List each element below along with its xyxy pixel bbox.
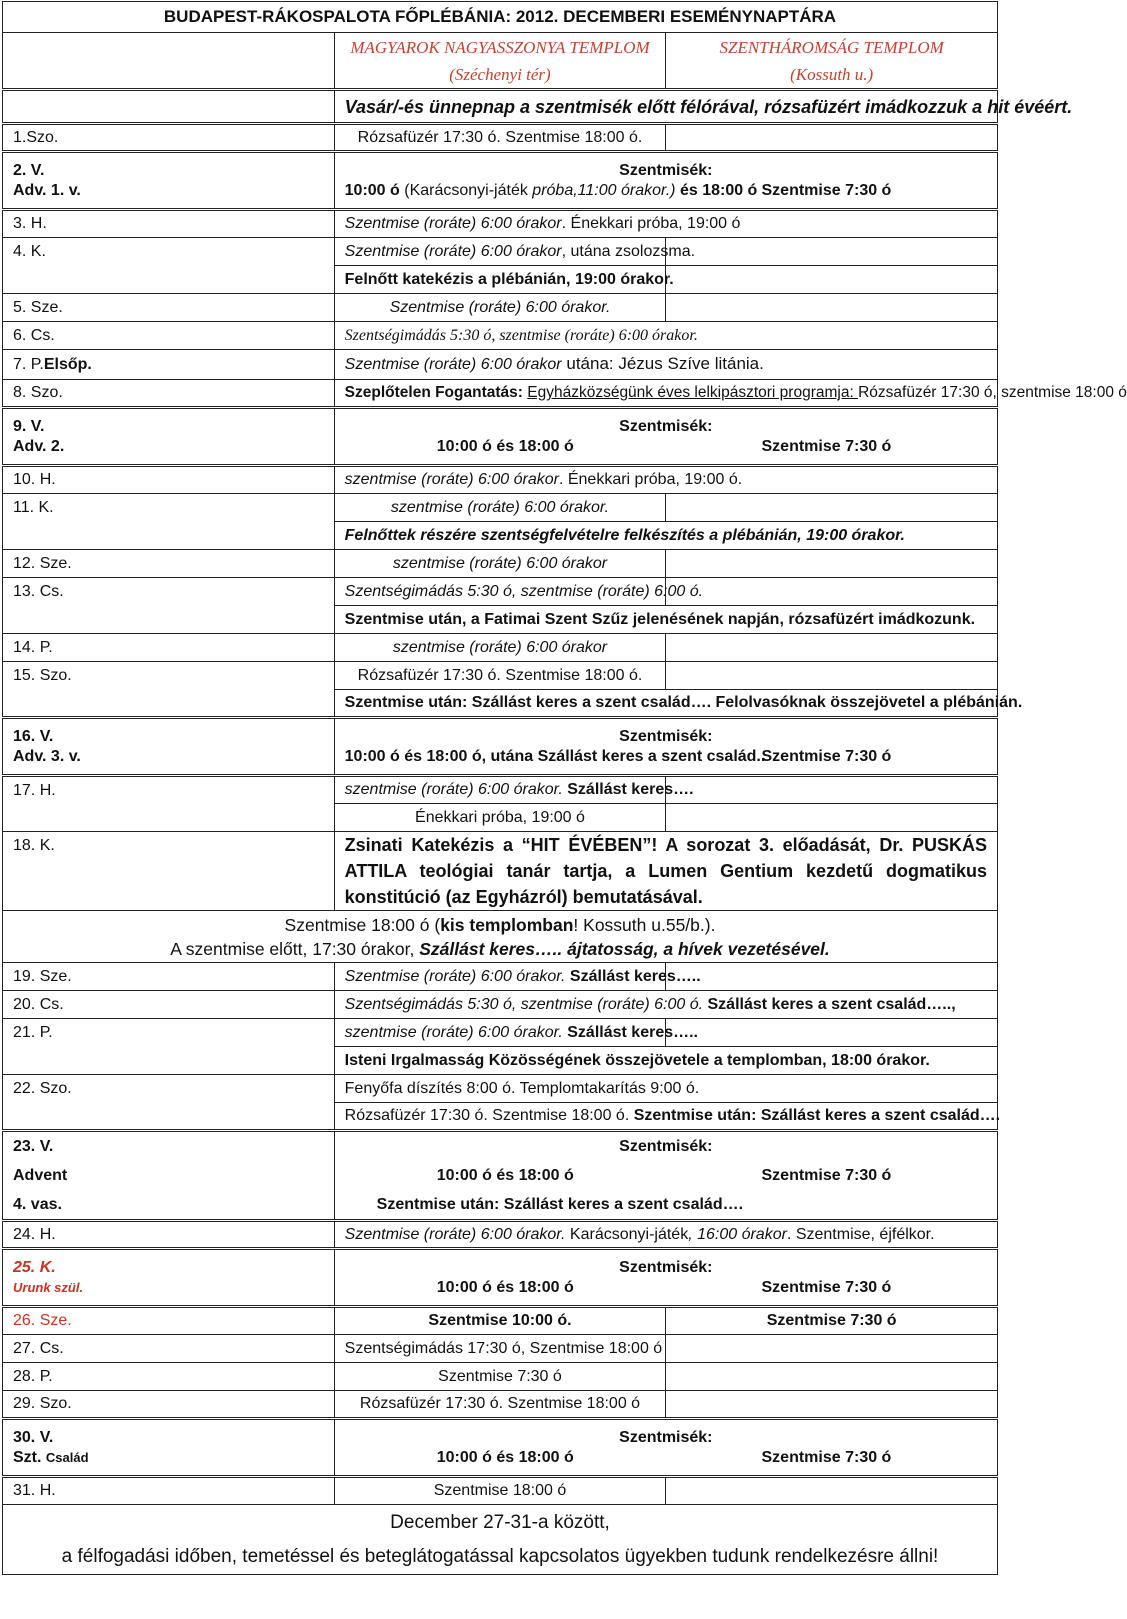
day-row-21: 21. P. szentmise (roráte) 6:00 órakor. Szállást keres…..	[3, 1019, 998, 1047]
day-row-30: 30. V. Szt. Család Szentmisék: 10:00 ó és 18:00 ó Szentmise 7:30 ó	[3, 1419, 998, 1477]
sunday-notice: Vasár/-és ünnepnap a szentmisék előtt félórával, rózsafüzért imádkozzuk a hit évéért.	[334, 90, 997, 124]
footer-note: December 27-31-a között, a félfogadási időben, temetéssel és beteglátogatással kapcsolatos ügyekben tudunk rendelkezésre állni!	[3, 1505, 998, 1575]
day-row-19: 19. Sze. Szentmise (roráte) 6:00 órakor. Szállást keres…..	[3, 963, 998, 991]
day-row-24: 24. H. Szentmise (roráte) 6:00 órakor. Karácsonyi-játék, 16:00 órakor. Szentmise, éjfélkor.	[3, 1221, 998, 1249]
day-row-18-extra: Szentmise 18:00 ó (kis templomban! Kossuth u.55/b.). A szentmise előtt, 17:30 órakor, Szállást keres….. ájtatosság, a hívek vezetésével.	[3, 911, 998, 963]
day-row-27: 27. Cs. Szentségimádás 17:30 ó, Szentmise 18:00 ó	[3, 1335, 998, 1363]
day-row-6: 6. Cs. Szentségimádás 5:30 ó, szentmise (roráte) 6:00 órakor.	[3, 322, 998, 350]
footer-row	[3, 1505, 998, 1575]
day-row-8: 8. Szo. Szeplőtelen Fogantatás: Egyházközségünk éves lelkipásztori programja: Rózsafüzér 17:30 ó, szentmise 18:00 ó	[3, 380, 998, 408]
church-header-left: MAGYAROK NAGYASSZONYA TEMPLOM (Széchenyi tér)	[334, 33, 666, 90]
day-row-11-extra: Felnőttek részére szentségfelvételre felkészítés a plébánián, 19:00 órakor.	[3, 522, 998, 550]
day-row-31: 31. H. Szentmise 18:00 ó	[3, 1477, 998, 1505]
day-row-26: 26. Sze. Szentmise 10:00 ó. Szentmise 7:30 ó	[3, 1307, 998, 1335]
day-row-4-extra: Felnőtt katekézis a plébánián, 19:00 órakor.	[3, 266, 998, 294]
day-row-22-extra: Rózsafüzér 17:30 ó. Szentmise 18:00 ó. Szentmise után: Szállást keres a szent család….	[3, 1103, 998, 1131]
day-row-15-extra: Szentmise után: Szállást keres a szent család…. Felolvasóknak összejövetel a plébánián.	[3, 690, 998, 718]
day-row-11: 11. K. szentmise (roráte) 6:00 órakor.	[3, 494, 998, 522]
day-row-16: 16. V. Adv. 3. v. Szentmisék: 10:00 ó és 18:00 ó, utána Szállást keres a szent család.. Szentmise 7:30 ó	[3, 718, 998, 776]
day-row-20: 20. Cs. Szentségimádás 5:30 ó, szentmise (roráte) 6:00 ó. Szállást keres a szent család…..,	[3, 991, 998, 1019]
event-left: Rózsafüzér 17:30 ó. Szentmise 18:00 ó.	[334, 124, 666, 152]
day-row-29: 29. Szo. Rózsafüzér 17:30 ó. Szentmise 18:00 ó	[3, 1391, 998, 1419]
day-label: 2. V. Adv. 1. v.	[3, 152, 335, 210]
day-row-23: 23. V. Advent 4. vas. Szentmisék: 10:00 ó és 18:00 ó Szentmise 7:30 ó Szentmise után: Szállást keres a szent család….	[3, 1131, 998, 1221]
day-row-17-extra: Énekkari próba, 19:00 ó	[3, 804, 998, 832]
day-row-13-extra: Szentmise után, a Fatimai Szent Szűz jelenésének napján, rózsafüzért imádkozunk.	[3, 606, 998, 634]
day-row-21-extra: Isteni Irgalmasság Közösségének összejövetele a templomban, 18:00 órakor.	[3, 1047, 998, 1075]
day-row-15: 15. Szo. Rózsafüzér 17:30 ó. Szentmise 18:00 ó.	[3, 662, 998, 690]
day-label: 1.Szo.	[3, 124, 335, 152]
page-title: BUDAPEST-RÁKOSPALOTA FŐPLÉBÁNIA: 2012. DECEMBERI ESEMÉNYNAPTÁRA	[3, 2, 998, 33]
event-calendar-table	[2, 1, 1127, 1575]
day-row-9: 9. V. Adv. 2. Szentmisék: 10:00 ó és 18:00 ó Szentmise 7:30 ó	[3, 408, 998, 466]
day-row-22: 22. Szo. Fenyőfa díszítés 8:00 ó. Templomtakarítás 9:00 ó.	[3, 1075, 998, 1103]
day-row-1	[3, 124, 998, 152]
day-row-17: 17. H. szentmise (roráte) 6:00 órakor. Szállást keres….	[3, 776, 998, 804]
day-row-5: 5. Sze. Szentmise (roráte) 6:00 órakor.	[3, 294, 998, 322]
church-header-right: SZENTHÁROMSÁG TEMPLOM (Kossuth u.)	[666, 33, 998, 90]
day-row-2	[3, 152, 998, 210]
day-row-7: 7. P.Elsőp. Szentmise (roráte) 6:00 órakor utána: Jézus Szíve litánia.	[3, 350, 998, 380]
calendar-sheet	[2, 1, 1127, 1575]
day-row-12: 12. Sze. szentmise (roráte) 6:00 órakor	[3, 550, 998, 578]
day-row-28: 28. P. Szentmise 7:30 ó	[3, 1363, 998, 1391]
day-row-25: 25. K. Urunk szül. Szentmisék: 10:00 ó és 18:00 ó Szentmise 7:30 ó	[3, 1249, 998, 1307]
day-row-4: 4. K. Szentmise (roráte) 6:00 órakor, utána zsolozsma.	[3, 238, 998, 266]
day-row-13: 13. Cs. Szentségimádás 5:30 ó, szentmise (roráte) 6:00 ó.	[3, 578, 998, 606]
day-row-18: 18. K. Zsinati Katekézis a “HIT ÉVÉBEN”! A sorozat 3. előadását, Dr. PUSKÁS ATTILA teológiai tanár tartja, a Lumen Gentium kezdetű dogmatikus konstitúció (az Egyházról) bemutatásával.	[3, 832, 998, 911]
day-row-14: 14. P. szentmise (roráte) 6:00 órakor	[3, 634, 998, 662]
day-row-10: 10. H. szentmise (roráte) 6:00 órakor. Énekkari próba, 19:00 ó.	[3, 466, 998, 494]
sunday-masses: Szentmisék: 10:00 ó (Karácsonyi-játék próba,11:00 órakor.) és 18:00 ó Szentmise 7:30 ó	[334, 152, 997, 210]
day-row-3: 3. H. Szentmise (roráte) 6:00 órakor. Énekkari próba, 19:00 ó	[3, 210, 998, 238]
